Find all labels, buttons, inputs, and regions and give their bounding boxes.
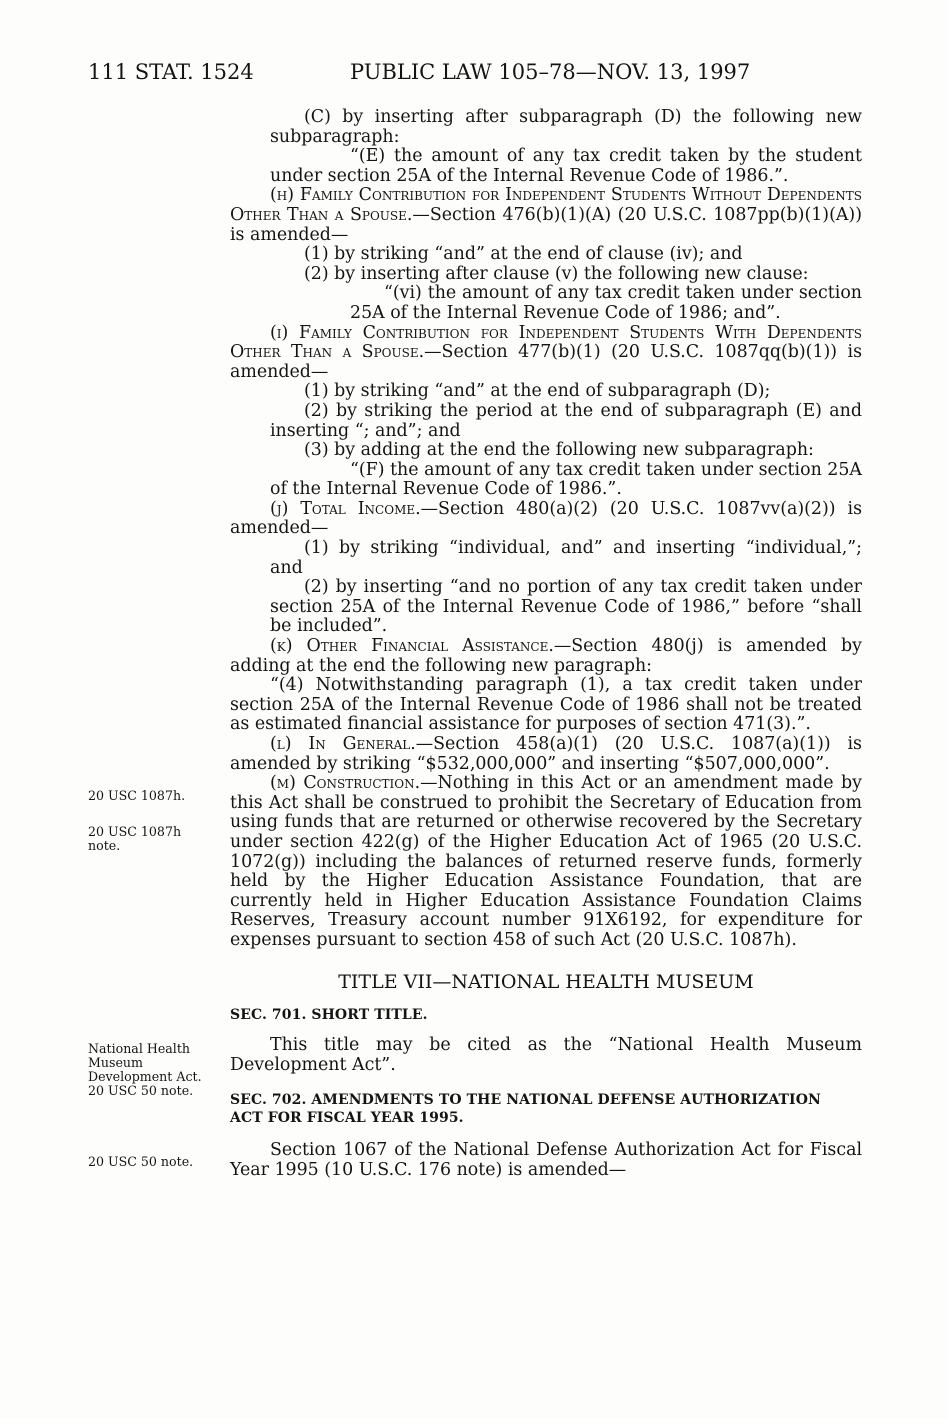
section-702-heading: SEC. 702. AMENDMENTS TO THE NATIONAL DEFENSE AUTHORIZATION ACT FOR FISCAL YEAR 1995. [230,1092,821,1127]
margin-note-m: 20 USC 1087h note. [88,824,182,853]
document-body [230,108,862,1181]
section-701-heading: SEC. 701. SHORT TITLE. [230,1007,428,1024]
subsection-j-2: (2) by inserting “and no portion of any tax credit taken under section 25A of the Internal Revenue Code of 1986,” before “shall be included”. [270,577,862,637]
subsection-h-1: (1) by striking “and” at the end of clause (iv); and [304,244,743,265]
subsection-h-vi: “(vi) the amount of any tax credit taken under section 25A of the Internal Revenue Code of 1986; and”. [350,283,862,323]
subsection-k: (k) Other Financial Assistance.—Section 480(j) is amended by adding at the end the following new paragraph: [230,636,862,676]
paragraph-e-insert: “(E) the amount of any tax credit taken by the student under section 25A of the Internal Revenue Code of 1986.”. [270,146,862,186]
section-701-text: This title may be cited as the “National Health Museum Development Act”. [230,1035,862,1075]
subsection-i-f: “(F) the amount of any tax credit taken under section 25A of the Internal Revenue Code of 1986.”. [270,459,862,500]
subsection-h: (h) Family Contribution for Independent Students Without Dependents Other Than a Spouse.—Section 476(b)(1)(A) (20 U.S.C. 1087pp(b)(1)(A)) is amended— [230,185,863,245]
public-law-citation: PUBLIC LAW 105–78—NOV. 13, 1997 [350,60,751,84]
section-702-text: Section 1067 of the National Defense Authorization Act for Fiscal Year 1995 (10 U.S.C. 176 note) is amended— [230,1140,862,1180]
subsection-l-heading: (l) In General. [270,734,416,754]
margin-note-title7: National Health Museum Development Act. 20 USC 50 note. [88,1041,202,1098]
subsection-j: (j) Total Income.—Section 480(a)(2) (20 U.S.C. 1087vv(a)(2)) is amended— [230,498,862,539]
subsection-m-heading: (m) Construction. [270,773,421,794]
subsection-k-heading: (k) Other Financial Assistance. [270,636,554,657]
page-header [88,60,868,90]
subsection-i-heading: (i) Family Contribution for Independent Students With Dependents Other Than a Spouse. [230,322,862,363]
subsection-h-2: (2) by inserting after clause (v) the following new clause: [304,263,809,284]
margin-note-l: 20 USC 1087h. [88,788,186,803]
subsection-i-3: (3) by adding at the end the following new subparagraph: [304,440,814,461]
title-vii-heading: TITLE VII—NATIONAL HEALTH MUSEUM [338,970,754,993]
subsection-l: (l) In General.—Section 458(a)(1) (20 U.S.C. 1087(a)(1)) is amended by striking “$532,000,000” and inserting “$507,000,000”. [230,734,862,774]
subsection-i-1: (1) by striking “and” at the end of subparagraph (D); [304,381,771,402]
statute-page-number: 111 STAT. 1524 [88,60,254,84]
subsection-i-2: (2) by striking the period at the end of subparagraph (E) and inserting “; and”; and [270,400,862,441]
subsection-m: (m) Construction.—Nothing in this Act or an amendment made by this Act shall be construed to prohibit the Secretary of Education from using funds that are returned or otherwise recovered by the Secretary under section 422(g) of the Higher Education Act of 1965 (20 U.S.C. 1072(g)) including the balances of returned reserve funds, formerly held by the Higher Education Assistance Foundation, that are currently held in Higher Education Assistance Foundation Claims Reserves, Treasury account number 91X6192, for expenditure for expenses pursuant to section 458 of such Act (20 U.S.C. 1087h). [230,773,862,950]
subsection-j-heading: (j) Total Income. [270,498,421,519]
paragraph-c: (C) by inserting after subparagraph (D) the following new subparagraph: [270,107,862,147]
subsection-k-4: “(4) Notwithstanding paragraph (1), a tax credit taken under section 25A of the Internal Revenue Code of 1986 shall not be treated as estimated financial assistance for purposes of section 471(3).”. [230,675,862,735]
subsection-j-1: (1) by striking “individual, and” and inserting “individual,”; and [270,538,862,578]
subsection-h-heading: (h) Family Contribution for Independent Students Without Dependents Other Than a Spouse. [230,185,862,225]
subsection-i: (i) Family Contribution for Independent Students With Dependents Other Than a Spouse.—Section 477(b)(1) (20 U.S.C. 1087qq(b)(1)) is amended— [230,322,862,382]
margin-note-sec702: 20 USC 50 note. [88,1154,194,1169]
